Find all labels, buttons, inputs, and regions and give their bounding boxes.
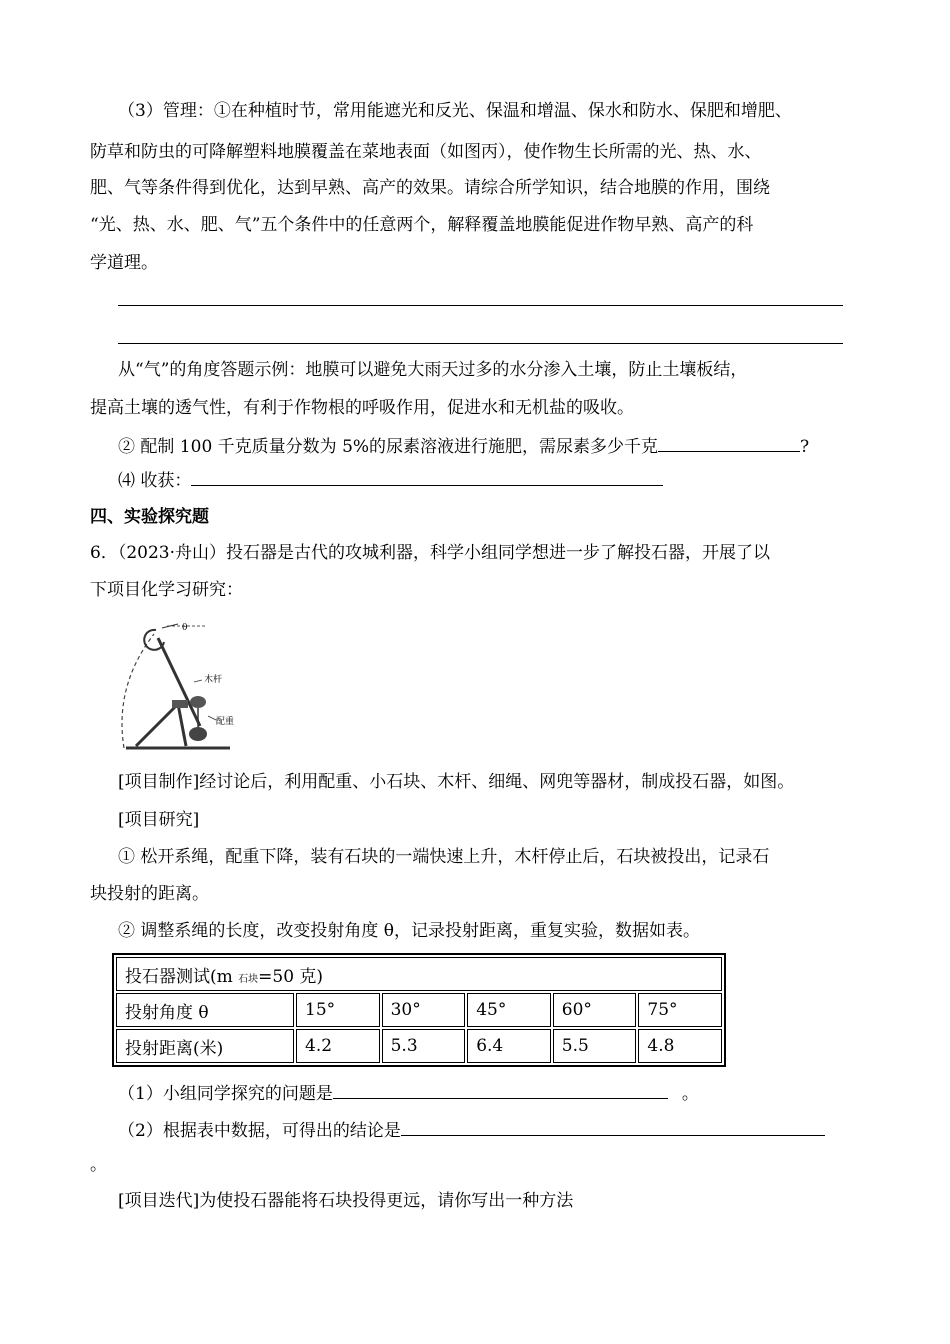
- distance-cell: 5.5: [553, 1029, 637, 1063]
- step-1-line1: ① 松开系绳，配重下降，装有石块的一端快速上升，木杆停止后，石块被投出，记录石: [118, 847, 770, 867]
- rod-pointer: [194, 680, 202, 682]
- answer-blank[interactable]: [658, 433, 800, 452]
- angle-cell: 15°: [296, 993, 380, 1027]
- weight-pointer: [208, 716, 216, 720]
- rod-label: 木杆: [204, 675, 223, 685]
- example-line2: 提高土壤的透气性，有利于作物根的呼吸作用，促进水和无机盐的吸收。: [90, 398, 634, 418]
- step-2-line: ② 调整系绳的长度，改变投射角度 θ，记录投射距离，重复实验，数据如表。: [118, 921, 701, 941]
- para3-line1: （3）管理：①在种植时节，常用能遮光和反光、保温和增温、保水和防水、保肥和增肥、: [118, 101, 792, 121]
- distance-cell: 4.8: [638, 1029, 722, 1063]
- question-1-text: （1）小组同学探究的问题是: [118, 1084, 333, 1104]
- question-2b-text: （2）根据表中数据，可得出的结论是: [118, 1121, 401, 1141]
- counterweight-top: [190, 696, 206, 708]
- question-2-line: [118, 433, 809, 459]
- section-title: 四、实验探究题: [90, 507, 209, 527]
- table-title-row: [116, 957, 722, 991]
- angle-cell: 75°: [638, 993, 722, 1027]
- table-title-sub: 石块: [238, 973, 259, 985]
- table-title-post: =50 克): [258, 966, 324, 987]
- table-row: [116, 1029, 722, 1063]
- pivot-block: [172, 700, 188, 708]
- question-1-line: [118, 1080, 699, 1106]
- row-label-angle: 投射角度 θ: [116, 993, 294, 1027]
- answer-line[interactable]: [118, 343, 843, 344]
- left-strut: [136, 704, 178, 746]
- row-label-distance: 投射距离(米): [116, 1029, 294, 1063]
- question-2-end: ?: [800, 437, 810, 457]
- table-title-pre: 投石器测试(m: [125, 966, 239, 987]
- table-title-cell: [116, 957, 722, 991]
- question-1-end: 。: [681, 1084, 699, 1104]
- para3-line4: “光、热、水、肥、气”五个条件中的任意两个，解释覆盖地膜能促进作物早熟、高产的科: [90, 215, 754, 235]
- question-2b-end: 。: [90, 1155, 107, 1175]
- q6-line1: 6．（2023·舟山）投石器是古代的攻城利器，科学小组同学想进一步了解投石器，开展了以: [90, 543, 770, 563]
- theta-label: θ: [182, 623, 188, 633]
- table-row: [116, 993, 722, 1027]
- right-strut: [178, 704, 186, 746]
- project-research-title: [项目研究]: [118, 810, 200, 830]
- question-2b-line: [118, 1117, 825, 1143]
- distance-cell: 5.3: [382, 1029, 466, 1063]
- angle-line: [162, 624, 178, 628]
- para3-line5: 学道理。: [90, 253, 158, 273]
- question-2-text: ② 配制 100 千克质量分数为 5%的尿素溶液进行施肥，需尿素多少千克: [118, 437, 659, 457]
- weight-label: 配重: [216, 717, 235, 727]
- para3-line2: 防草和防虫的可降解塑料地膜覆盖在菜地表面（如图丙），使作物生长所需的光、热、水、: [90, 142, 762, 162]
- distance-cell: 4.2: [296, 1029, 380, 1063]
- project-iterate: [项目迭代]为使投石器能将石块投得更远，请你写出一种方法: [118, 1191, 574, 1211]
- answer-line[interactable]: [118, 305, 843, 306]
- q6-line2: 下项目化学习研究：: [90, 580, 243, 600]
- trebuchet-figure: [112, 616, 237, 756]
- para3-line3: 肥、气等条件得到优化，达到早熟、高产的效果。请综合所学知识，结合地膜的作用，围绕: [90, 178, 770, 198]
- question-4-line: [118, 467, 663, 493]
- answer-blank[interactable]: [191, 467, 663, 486]
- angle-cell: 30°: [382, 993, 466, 1027]
- project-make: [项目制作]经讨论后，利用配重、小石块、木杆、细绳、网兜等器材，制成投石器，如图。: [118, 772, 795, 792]
- step-1-line2: 块投射的距离。: [90, 884, 209, 904]
- angle-cell: 45°: [467, 993, 551, 1027]
- question-4-label: ⑷ 收获：: [118, 471, 192, 491]
- counterweight-bottom: [189, 727, 207, 741]
- results-table: [112, 953, 726, 1067]
- example-line1: 从“气”的角度答题示例：地膜可以避免大雨天过多的水分渗入土壤，防止土壤板结，: [118, 360, 748, 380]
- answer-blank[interactable]: [333, 1080, 668, 1099]
- distance-cell: 6.4: [467, 1029, 551, 1063]
- angle-cell: 60°: [553, 993, 637, 1027]
- answer-blank[interactable]: [401, 1117, 825, 1136]
